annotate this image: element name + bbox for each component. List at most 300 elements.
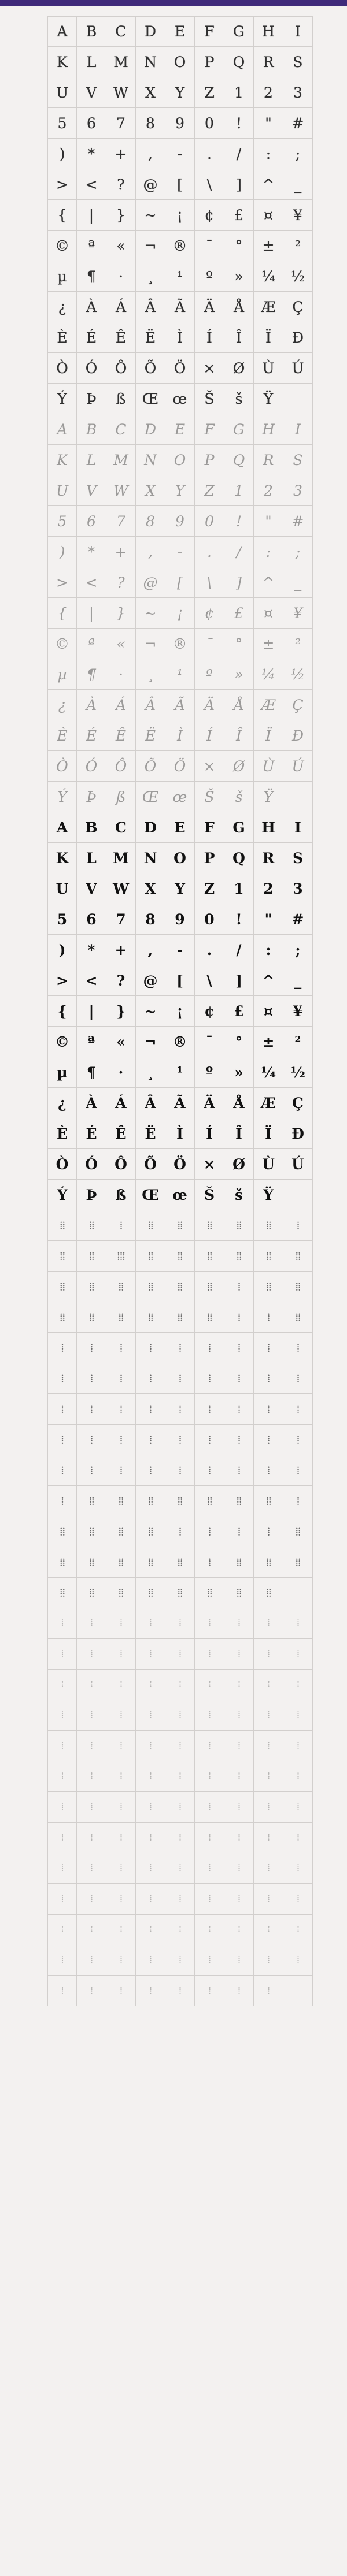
glyph-cell: Š [195, 1180, 224, 1210]
glyph-cell: ⁞ [165, 1700, 195, 1731]
glyph-cell: ¼ [254, 1057, 283, 1088]
glyph-cell: Ù [254, 1149, 283, 1180]
glyph-cell: ⁞ [224, 1425, 254, 1455]
glyph-cell: 7 [106, 108, 136, 139]
glyph-cell: Ç [283, 292, 313, 322]
glyph-cell: U [47, 873, 77, 904]
glyph-cell: + [106, 139, 136, 169]
glyph-cell: \ [195, 965, 224, 996]
glyph-cell: ~ [136, 996, 165, 1027]
glyph-cell: ⁞ [106, 1333, 136, 1363]
glyph-cell: + [106, 935, 136, 965]
glyph-cell: ⁞ [47, 1823, 77, 1853]
glyph-cell: ¹ [165, 261, 195, 292]
glyph-cell: C [106, 414, 136, 445]
glyph-cell: , [136, 935, 165, 965]
glyph-cell: ) [47, 935, 77, 965]
glyph-cell: ⁞ [165, 1945, 195, 1976]
glyph-cell: ⁞⁞ [165, 1547, 195, 1578]
glyph-cell: ⁞ [106, 1853, 136, 1884]
glyph-cell: œ [165, 782, 195, 812]
glyph-cell: A [47, 812, 77, 843]
glyph-cell: ⁞ [195, 1425, 224, 1455]
glyph-cell: ⁞⁞ [224, 1241, 254, 1272]
glyph-cell: ⁞ [106, 1823, 136, 1853]
glyph-cell: 9 [165, 506, 195, 537]
glyph-cell: ⁞ [165, 1608, 195, 1639]
glyph-cell: ⁞ [77, 1333, 106, 1363]
glyph-cell: ⁞ [77, 1363, 106, 1394]
glyph-cell: š [224, 384, 254, 414]
glyph-cell: ⁞ [283, 1853, 313, 1884]
glyph-cell: ⁞⁞ [224, 1578, 254, 1608]
glyph-cell: ⁞ [283, 1608, 313, 1639]
glyph-cell: Þ [77, 384, 106, 414]
glyph-cell: ⁞ [254, 1976, 283, 2006]
glyph-cell: ⁞ [254, 1425, 283, 1455]
glyph-cell: ~ [136, 598, 165, 629]
glyph-cell: ⁞ [77, 1700, 106, 1731]
glyph-cell: š [224, 782, 254, 812]
glyph-cell: E [165, 16, 195, 47]
glyph-cell: ⁞ [165, 1731, 195, 1761]
glyph-cell: [ [165, 965, 195, 996]
glyph-cell: Ó [77, 353, 106, 384]
glyph-cell: ¬ [136, 629, 165, 659]
glyph-cell: Ç [283, 1088, 313, 1118]
glyph-cell: ⁞ [283, 1884, 313, 1915]
glyph-cell: ⁞ [106, 1884, 136, 1915]
glyph-cell: 0 [195, 108, 224, 139]
glyph-cell: Ø [224, 751, 254, 782]
glyph-cell: ⁞ [254, 1302, 283, 1333]
glyph-cell: _ [283, 169, 313, 200]
glyph-cell: R [254, 445, 283, 475]
glyph-cell: M [106, 445, 136, 475]
glyph-cell: ⁞ [165, 1823, 195, 1853]
glyph-cell: ⁞ [77, 1823, 106, 1853]
glyph-cell: ⁞ [254, 1363, 283, 1394]
glyph-cell: V [77, 475, 106, 506]
glyph-cell: Ú [283, 1149, 313, 1180]
glyph-cell: ⁞ [106, 1210, 136, 1241]
glyph-cell: ⁞ [47, 1915, 77, 1945]
glyph-cell: ? [106, 169, 136, 200]
glyph-cell: ⁞⁞ [47, 1272, 77, 1302]
glyph-cell: D [136, 812, 165, 843]
glyph-cell: ⁞ [195, 1731, 224, 1761]
glyph-cell: . [195, 537, 224, 567]
glyph-cell: @ [136, 567, 165, 598]
glyph-cell: 1 [224, 873, 254, 904]
glyph-cell: L [77, 843, 106, 873]
glyph-cell: ⁞ [195, 1455, 224, 1486]
glyph-cell: ¸ [136, 1057, 165, 1088]
glyph-cell: ⁞⁞ [106, 1272, 136, 1302]
glyph-cell: ⁞⁞ [165, 1578, 195, 1608]
glyph-cell: @ [136, 965, 165, 996]
glyph-cell: Q [224, 47, 254, 77]
glyph-cell: B [77, 16, 106, 47]
glyph-cell: ß [106, 1180, 136, 1210]
glyph-cell: 3 [283, 77, 313, 108]
glyph-cell: Ô [106, 751, 136, 782]
glyph-cell: 7 [106, 506, 136, 537]
glyph-cell: S [283, 445, 313, 475]
glyph-cell: N [136, 843, 165, 873]
glyph-cell: ⁞⁞⁞ [106, 1241, 136, 1272]
glyph-cell: * [77, 139, 106, 169]
glyph-cell: Í [195, 720, 224, 751]
glyph-cell: ⁞ [77, 1455, 106, 1486]
glyph-cell: Î [224, 322, 254, 353]
glyph-cell: ⁞⁞ [195, 1241, 224, 1272]
glyph-cell: ⁞ [47, 1945, 77, 1976]
glyph-cell: ⁞⁞ [195, 1486, 224, 1516]
glyph-cell: œ [165, 1180, 195, 1210]
glyph-cell: . [195, 139, 224, 169]
glyph-cell: ⁞ [77, 1425, 106, 1455]
glyph-cell: < [77, 169, 106, 200]
glyph-cell: ⁞ [136, 1761, 165, 1792]
glyph-cell: ⁞ [283, 1363, 313, 1394]
glyph-cell: È [47, 322, 77, 353]
glyph-cell: ⁞ [136, 1976, 165, 2006]
glyph-cell: Í [195, 1118, 224, 1149]
glyph-cell: 9 [165, 108, 195, 139]
glyph-cell: A [47, 414, 77, 445]
glyph-cell: Ó [77, 1149, 106, 1180]
glyph-cell: ^ [254, 965, 283, 996]
glyph-cell: " [254, 506, 283, 537]
glyph-cell: ⁞ [77, 1670, 106, 1700]
glyph-grid [47, 812, 313, 1210]
glyph-cell: ⁞⁞ [195, 1302, 224, 1333]
glyph-cell: \ [195, 567, 224, 598]
glyph-cell: ? [106, 965, 136, 996]
glyph-cell: Ä [195, 292, 224, 322]
glyph-cell: © [47, 1027, 77, 1057]
glyph-cell: µ [47, 261, 77, 292]
glyph-cell: ½ [283, 659, 313, 690]
glyph-cell: G [224, 16, 254, 47]
glyph-cell [283, 384, 313, 414]
glyph-cell: ¤ [254, 996, 283, 1027]
glyph-cell: \ [195, 169, 224, 200]
glyph-cell: Ó [77, 751, 106, 782]
glyph-cell: F [195, 414, 224, 445]
glyph-cell: R [254, 843, 283, 873]
glyph-cell: Ÿ [254, 1180, 283, 1210]
glyph-cell: ⁞ [283, 1731, 313, 1761]
glyph-cell: » [224, 261, 254, 292]
glyph-cell: ⁞⁞ [254, 1578, 283, 1608]
glyph-cell: I [283, 414, 313, 445]
glyph-cell: 8 [136, 904, 165, 935]
glyph-cell: : [254, 537, 283, 567]
glyph-cell: 5 [47, 506, 77, 537]
glyph-cell: ⁞ [106, 1945, 136, 1976]
glyph-cell: ⁞ [224, 1853, 254, 1884]
glyph-cell: , [136, 537, 165, 567]
glyph-cell: 6 [77, 904, 106, 935]
glyph-cell: ) [47, 537, 77, 567]
glyph-cell: ⁞ [254, 1455, 283, 1486]
glyph-cell: / [224, 537, 254, 567]
glyph-cell: - [165, 935, 195, 965]
glyph-cell: F [195, 812, 224, 843]
glyph-cell: ⁞ [254, 1792, 283, 1823]
glyph-cell: Ô [106, 1149, 136, 1180]
glyph-cell: ; [283, 935, 313, 965]
glyph-cell: Ì [165, 322, 195, 353]
glyph-cell: Ò [47, 353, 77, 384]
glyph-cell: O [165, 47, 195, 77]
glyph-cell: 0 [195, 506, 224, 537]
glyph-cell: ⁞ [283, 1823, 313, 1853]
glyph-cell: ⁞ [254, 1670, 283, 1700]
glyph-cell: Ø [224, 353, 254, 384]
glyph-cell: ⁞ [224, 1792, 254, 1823]
glyph-cell: ⁞⁞ [165, 1241, 195, 1272]
glyph-cell: ⁞ [77, 1884, 106, 1915]
glyph-cell: ª [77, 1027, 106, 1057]
glyph-cell: ⁞ [283, 1700, 313, 1731]
glyph-cell: [ [165, 567, 195, 598]
glyph-cell: ¶ [77, 261, 106, 292]
glyph-cell: ⁞⁞ [136, 1210, 165, 1241]
glyph-cell: C [106, 812, 136, 843]
glyph-cell: ⁞ [106, 1608, 136, 1639]
glyph-cell: Ï [254, 322, 283, 353]
glyph-cell: Ú [283, 353, 313, 384]
glyph-cell: © [47, 629, 77, 659]
glyph-cell: ⁞ [47, 1853, 77, 1884]
glyph-cell: ⁞ [224, 1884, 254, 1915]
glyph-cell: ⁞⁞ [106, 1516, 136, 1547]
glyph-cell: ⁞ [136, 1455, 165, 1486]
glyph-cell: + [106, 537, 136, 567]
glyph-cell: Ð [283, 1118, 313, 1149]
glyph-cell: _ [283, 965, 313, 996]
glyph-cell: º [195, 1057, 224, 1088]
glyph-cell: É [77, 1118, 106, 1149]
glyph-cell: ² [283, 231, 313, 261]
glyph-cell: ⁞ [77, 1945, 106, 1976]
glyph-cell: « [106, 1027, 136, 1057]
glyph-cell: M [106, 47, 136, 77]
glyph-cell: ⁞⁞ [195, 1210, 224, 1241]
glyph-cell: Z [195, 873, 224, 904]
glyph-cell: N [136, 445, 165, 475]
glyph-cell: » [224, 1057, 254, 1088]
glyph-cell: ⁞ [77, 1976, 106, 2006]
glyph-cell: ⁞ [283, 1670, 313, 1700]
glyph-cell: ½ [283, 1057, 313, 1088]
glyph-cell: ⁞ [283, 1210, 313, 1241]
glyph-cell: : [254, 935, 283, 965]
glyph-cell: Õ [136, 1149, 165, 1180]
glyph-cell: ⁞ [136, 1608, 165, 1639]
glyph-cell: Ö [165, 353, 195, 384]
glyph-cell: ⁞ [165, 1455, 195, 1486]
glyph-section-style-dots [47, 1210, 313, 1608]
glyph-cell: ~ [136, 200, 165, 231]
glyph-cell: ° [224, 1027, 254, 1057]
glyph-cell: ⁞ [224, 1670, 254, 1700]
glyph-cell: W [106, 77, 136, 108]
glyph-cell: ⁞ [106, 1700, 136, 1731]
glyph-cell: ¢ [195, 598, 224, 629]
glyph-cell: ² [283, 629, 313, 659]
glyph-cell: ⁞ [224, 1302, 254, 1333]
glyph-cell: Ì [165, 1118, 195, 1149]
glyph-cell: × [195, 1149, 224, 1180]
glyph-cell: Â [136, 1088, 165, 1118]
glyph-cell: Á [106, 292, 136, 322]
glyph-cell: 1 [224, 475, 254, 506]
glyph-cell: ⁞ [224, 1945, 254, 1976]
glyph-cell: Æ [254, 1088, 283, 1118]
glyph-cell: ⁞⁞ [106, 1578, 136, 1608]
glyph-cell: ⁞ [47, 1608, 77, 1639]
glyph-cell: ⁞ [165, 1425, 195, 1455]
glyph-cell: Ï [254, 1118, 283, 1149]
glyph-cell: µ [47, 1057, 77, 1088]
glyph-cell: { [47, 200, 77, 231]
glyph-cell: Þ [77, 1180, 106, 1210]
glyph-cell: ⁞ [224, 1333, 254, 1363]
glyph-cell: X [136, 475, 165, 506]
glyph-cell: S [283, 843, 313, 873]
glyph-cell: [ [165, 169, 195, 200]
glyph-cell: ⁞ [106, 1639, 136, 1670]
glyph-cell: E [165, 414, 195, 445]
glyph-cell: ¼ [254, 261, 283, 292]
glyph-cell: ⁞⁞ [77, 1210, 106, 1241]
glyph-cell: ⁞ [136, 1731, 165, 1761]
glyph-cell: F [195, 16, 224, 47]
glyph-cell: ⁞ [195, 1884, 224, 1915]
glyph-cell: ⁞ [136, 1425, 165, 1455]
glyph-cell: < [77, 567, 106, 598]
glyph-cell: ⁞ [165, 1976, 195, 2006]
glyph-cell: ⁞ [47, 1639, 77, 1670]
glyph-cell: ⁞ [77, 1792, 106, 1823]
glyph-cell: ¶ [77, 1057, 106, 1088]
glyph-cell: ] [224, 567, 254, 598]
glyph-cell: Ù [254, 751, 283, 782]
glyph-cell: L [77, 47, 106, 77]
glyph-cell: ® [165, 231, 195, 261]
glyph-cell: ⁞⁞ [283, 1241, 313, 1272]
glyph-cell: ⁞ [136, 1394, 165, 1425]
glyph-cell: Ã [165, 292, 195, 322]
glyph-cell: ¿ [47, 1088, 77, 1118]
glyph-cell: ⁞ [195, 1516, 224, 1547]
glyph-cell: Ä [195, 1088, 224, 1118]
glyph-cell: 0 [195, 904, 224, 935]
glyph-cell: < [77, 965, 106, 996]
glyph-cell [283, 1578, 313, 1608]
glyph-cell: ° [224, 629, 254, 659]
glyph-cell: ⁞⁞ [47, 1302, 77, 1333]
glyph-cell: ⁞⁞ [47, 1547, 77, 1578]
glyph-cell: Y [165, 873, 195, 904]
glyph-cell: ^ [254, 567, 283, 598]
glyph-cell: · [106, 659, 136, 690]
glyph-cell: ⁞⁞ [77, 1302, 106, 1333]
glyph-section-style-black [47, 812, 313, 1210]
glyph-cell: ¤ [254, 200, 283, 231]
glyph-cell: Â [136, 690, 165, 720]
glyph-cell: ⁞ [224, 1608, 254, 1639]
glyph-cell: Œ [136, 384, 165, 414]
glyph-cell: X [136, 873, 165, 904]
glyph-cell: ⁞⁞ [136, 1578, 165, 1608]
glyph-cell: œ [165, 384, 195, 414]
glyph-cell: N [136, 47, 165, 77]
glyph-cell: - [165, 139, 195, 169]
glyph-cell: Å [224, 690, 254, 720]
glyph-cell: } [106, 200, 136, 231]
glyph-cell: Ê [106, 720, 136, 751]
glyph-cell: 8 [136, 108, 165, 139]
glyph-grid [47, 16, 313, 414]
glyph-cell: Ý [47, 782, 77, 812]
glyph-cell: ⁞ [283, 1455, 313, 1486]
glyph-cell: ⁞ [165, 1761, 195, 1792]
glyph-cell: H [254, 16, 283, 47]
glyph-cell: ⁞⁞ [224, 1547, 254, 1578]
glyph-cell: ⁞⁞ [254, 1210, 283, 1241]
glyph-cell: ⁞ [47, 1333, 77, 1363]
glyph-cell: X [136, 77, 165, 108]
glyph-cell: ⁞ [283, 1394, 313, 1425]
glyph-cell: H [254, 414, 283, 445]
glyph-cell: - [165, 537, 195, 567]
glyph-cell: ⁞ [106, 1425, 136, 1455]
glyph-cell: E [165, 812, 195, 843]
glyph-cell: Ç [283, 690, 313, 720]
glyph-cell: ⁞ [195, 1823, 224, 1853]
glyph-cell: Š [195, 384, 224, 414]
glyph-cell: ⁞⁞ [77, 1486, 106, 1516]
glyph-cell: Ø [224, 1149, 254, 1180]
glyph-cell: } [106, 996, 136, 1027]
glyph-cell: 3 [283, 873, 313, 904]
glyph-cell: > [47, 169, 77, 200]
glyph-cell: ¶ [77, 659, 106, 690]
glyph-cell: ⁞ [47, 1976, 77, 2006]
glyph-cell: 9 [165, 904, 195, 935]
glyph-cell: Ò [47, 751, 77, 782]
glyph-cell: ⁞ [195, 1853, 224, 1884]
glyph-cell: U [47, 77, 77, 108]
glyph-cell: Ë [136, 720, 165, 751]
glyph-cell: . [195, 935, 224, 965]
glyph-cell: ª [77, 231, 106, 261]
glyph-cell: | [77, 996, 106, 1027]
glyph-grid [47, 1210, 313, 1608]
glyph-cell: Æ [254, 292, 283, 322]
glyph-cell: ¥ [283, 200, 313, 231]
glyph-cell: ⁞ [47, 1792, 77, 1823]
glyph-cell: ⁞ [136, 1853, 165, 1884]
glyph-cell: ¡ [165, 996, 195, 1027]
glyph-cell: } [106, 598, 136, 629]
glyph-cell: I [283, 812, 313, 843]
